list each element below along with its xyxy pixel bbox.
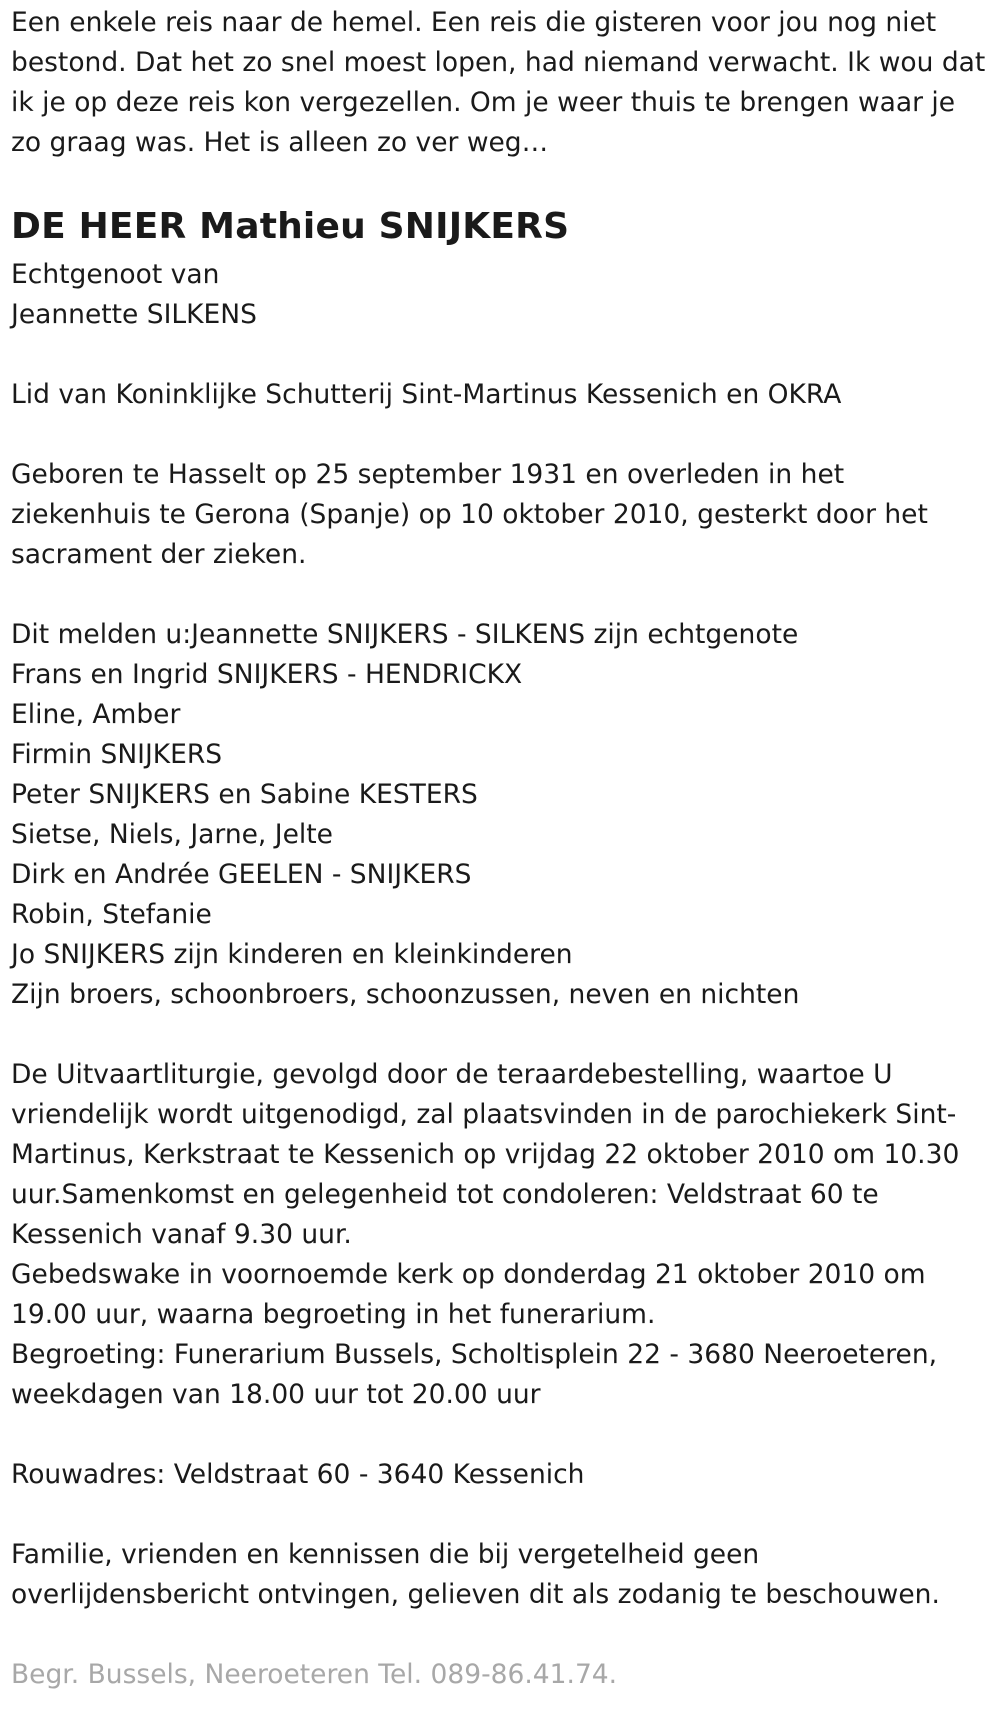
intro-text: Een enkele reis naar de hemel. Een reis die gisteren voor jou nog niet bestond. Dat het zo snel moest lopen, had niemand verwacht. Ik wou dat ik je op deze reis kon vergezellen. Om je weer thuis te brengen waar je zo graag was. Het is alleen zo ver weg… bbox=[11, 7, 986, 158]
mourning-address bbox=[11, 1455, 990, 1495]
membership-text: Lid van Koninklijke Schutterij Sint-Martinus Kessenich en OKRA bbox=[11, 379, 842, 410]
membership bbox=[11, 375, 990, 415]
mourning-address-text: Rouwadres: Veldstraat 60 - 3640 Kessenich bbox=[11, 1459, 585, 1490]
obituary-notice bbox=[0, 3, 1000, 1713]
spouse-name: Jeannette SILKENS bbox=[11, 299, 257, 330]
intro-poem bbox=[11, 3, 990, 163]
closing-note-text: Familie, vrienden en kennissen die bij vergetelheid geen overlijdensbericht ontvingen, gelieven dit als zodanig te beschouwen. bbox=[11, 1539, 940, 1610]
spouse-label: Echtgenoot van bbox=[11, 259, 220, 290]
family-list bbox=[11, 615, 990, 1015]
visitation-text: Begroeting: Funerarium Bussels, Scholtisplein 22 - 3680 Neeroeteren, weekdagen van 18.00 uur tot 20.00 uur bbox=[11, 1339, 938, 1410]
family-line: Jo SNIJKERS zijn kinderen en kleinkinderen bbox=[11, 939, 573, 970]
family-line: Peter SNIJKERS en Sabine KESTERS bbox=[11, 779, 478, 810]
funeral-text: De Uitvaartliturgie, gevolgd door de teraardebestelling, waartoe U vriendelijk wordt uitgenodigd, zal plaatsvinden in de parochiekerk Sint-Martinus, Kerkstraat te Kessenich op vrijdag 22 oktober 2010 om 10.30 uur.Samenkomst en gelegenheid tot condoleren: Veldstraat 60 te Kessenich vanaf 9.30 uur. bbox=[11, 1059, 960, 1250]
family-line: Sietse, Niels, Jarne, Jelte bbox=[11, 819, 333, 850]
family-line: Zijn broers, schoonbroers, schoonzussen, neven en nichten bbox=[11, 979, 800, 1010]
family-line: Robin, Stefanie bbox=[11, 899, 212, 930]
closing-note bbox=[11, 1535, 990, 1615]
birth-death-text: Geboren te Hasselt op 25 september 1931 en overleden in het ziekenhuis te Gerona (Spanje) op 10 oktober 2010, gesterkt door het sacrament der zieken. bbox=[11, 459, 928, 570]
vigil-text: Gebedswake in voornoemde kerk op donderdag 21 oktober 2010 om 19.00 uur, waarna begroeting in het funerarium. bbox=[11, 1259, 926, 1330]
family-line: Eline, Amber bbox=[11, 699, 181, 730]
spouse-block bbox=[11, 255, 990, 335]
footer-credit: Begr. Bussels, Neeroeteren Tel. 089-86.41.74. bbox=[11, 1659, 618, 1690]
ceremony-info bbox=[11, 1055, 990, 1415]
family-line: Firmin SNIJKERS bbox=[11, 739, 223, 770]
family-line: Frans en Ingrid SNIJKERS - HENDRICKX bbox=[11, 659, 523, 690]
deceased-name: DE HEER Mathieu SNIJKERS bbox=[11, 206, 570, 247]
family-line: Dit melden u:Jeannette SNIJKERS - SILKENS zijn echtgenote bbox=[11, 619, 799, 650]
family-line: Dirk en Andrée GEELEN - SNIJKERS bbox=[11, 859, 472, 890]
birth-death-info bbox=[11, 455, 990, 575]
